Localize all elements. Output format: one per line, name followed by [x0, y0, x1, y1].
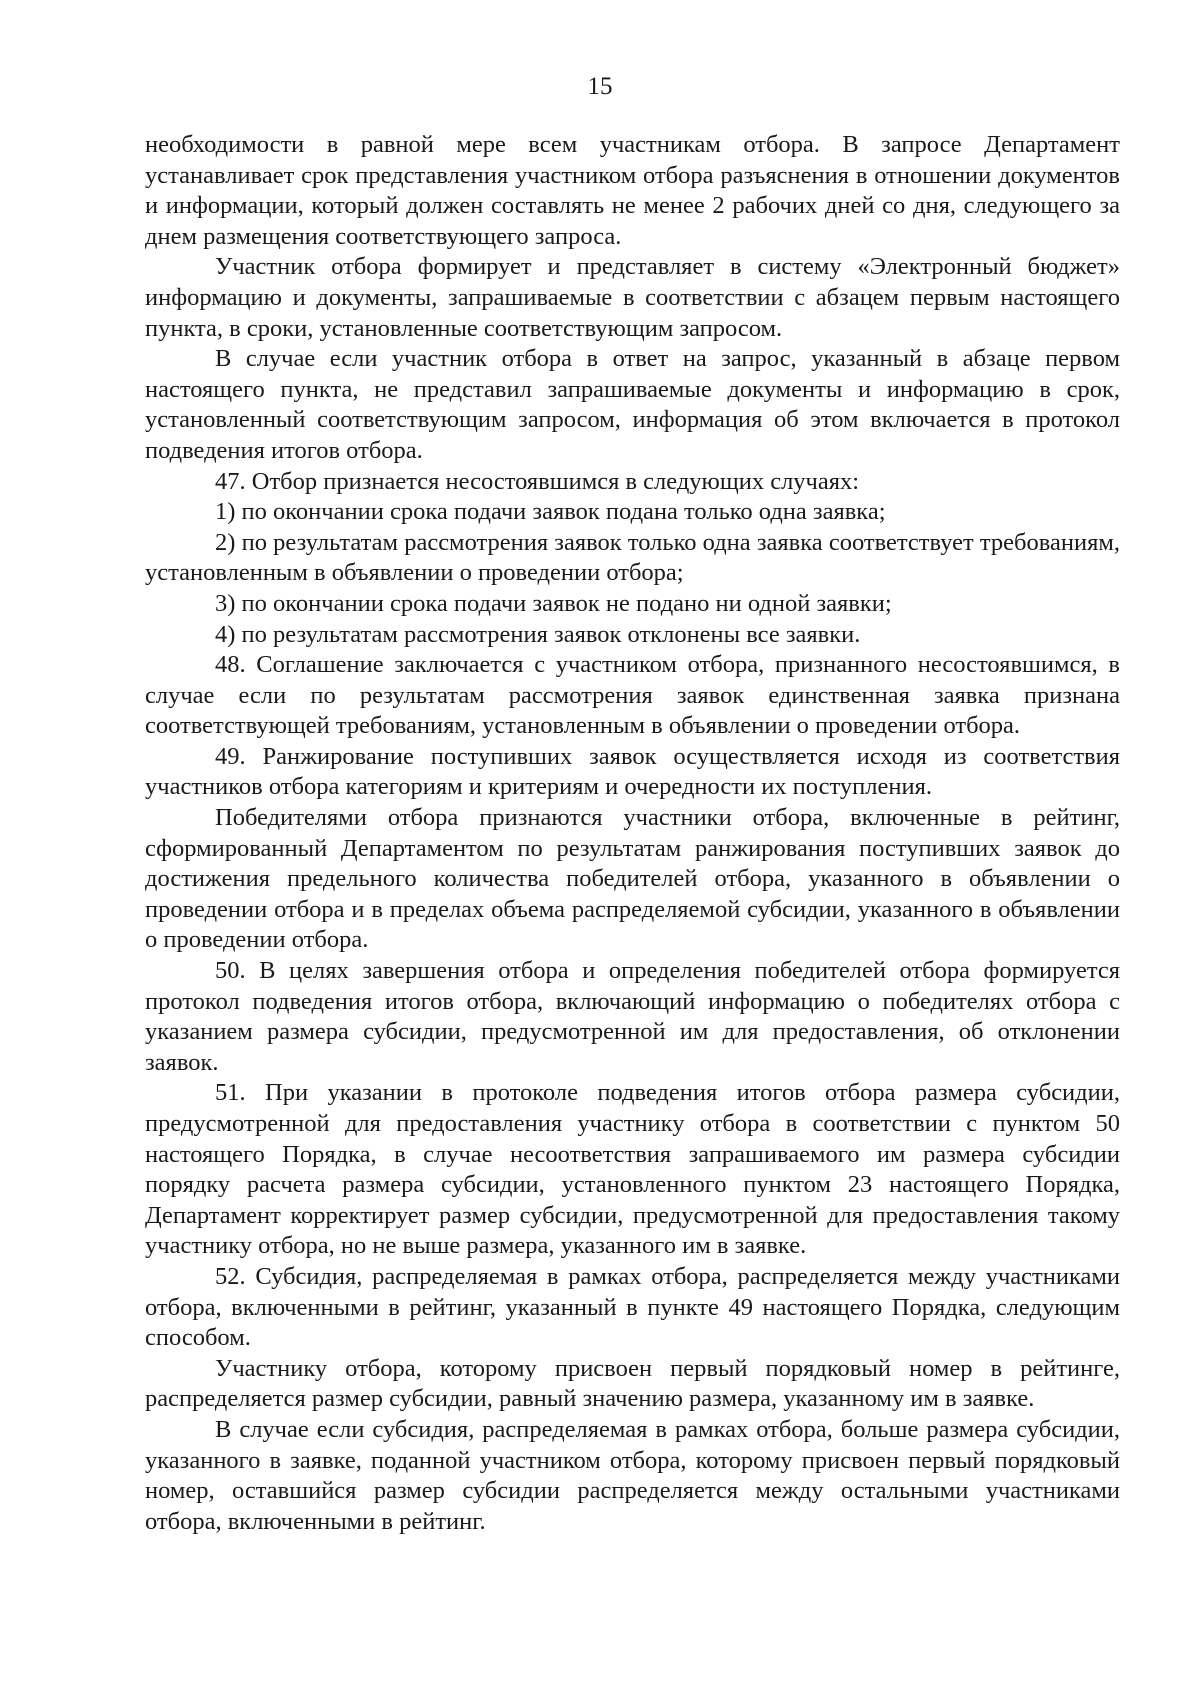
- paragraph: Победителями отбора признаются участники отбора, включенные в рейтинг, сформированный Департаментом по результатам ранжирования поступивших заявок до достижения предельного количества победителей отбора, указанного в объявлении о проведении отбора и в пределах объема распределяемой субсидии, указанного в объявлении о проведении отбора.: [145, 804, 1120, 954]
- document-body: [145, 130, 1120, 1537]
- page-number: 15: [587, 73, 613, 100]
- paragraph: В случае если участник отбора в ответ на запрос, указанный в абзаце первом настоящего пункта, не представил запрашиваемые документы и информацию в срок, установленный соответствующим запросом, информация об этом включается в протокол подведения итогов отбора.: [145, 345, 1120, 464]
- paragraph: Участнику отбора, которому присвоен первый порядковый номер в рейтинге, распределяется размер субсидии, равный значению размера, указанному им в заявке.: [145, 1354, 1120, 1413]
- clause-52: 52. Субсидия, распределяемая в рамках отбора, распределяется между участниками отбора, включенными в рейтинг, указанный в пункте 49 настоящего Порядка, следующим способом.: [145, 1262, 1120, 1352]
- clause-50: 50. В целях завершения отбора и определения победителей отбора формируется протокол подведения итогов отбора, включающий информацию о победителях отбора с указанием размера субсидии, предусмотренной им для предоставления, об отклонении заявок.: [145, 957, 1120, 1076]
- paragraph-continuation: необходимости в равной мере всем участникам отбора. В запросе Департамент устанавливает срок представления участником отбора разъяснения в отношении документов и информации, который должен составлять не менее 2 рабочих дней со дня, следующего за днем размещения соответствующего запроса.: [145, 131, 1120, 250]
- list-item: 2) по результатам рассмотрения заявок только одна заявка соответствует требованиям, установленным в объявлении о проведении отбора;: [145, 528, 1120, 587]
- paragraph: Участник отбора формирует и представляет в систему «Электронный бюджет» информацию и документы, запрашиваемые в соответствии с абзацем первым настоящего пункта, в сроки, установленные соответствующим запросом.: [145, 253, 1120, 342]
- paragraph: В случае если субсидия, распределяемая в рамках отбора, больше размера субсидии, указанного в заявке, поданной участником отбора, которому присвоен первый порядковый номер, оставшийся размер субсидии распределяется между остальными участниками отбора, включенными в рейтинг.: [145, 1415, 1120, 1535]
- clause-48: 48. Соглашение заключается с участником отбора, признанного несостоявшимся, в случае если по результатам рассмотрения заявок единственная заявка признана соответствующей требованиям, установленным в объявлении о проведении отбора.: [145, 651, 1120, 740]
- clause-47: 47. Отбор признается несостоявшимся в следующих случаях:: [215, 467, 860, 495]
- list-item: 4) по результатам рассмотрения заявок отклонены все заявки.: [215, 620, 861, 648]
- clause-49: 49. Ранжирование поступивших заявок осуществляется исходя из соответствия участников отбора категориям и критериям и очередности их поступления.: [145, 742, 1120, 801]
- list-item: 1) по окончании срока подачи заявок подана только одна заявка;: [215, 498, 886, 526]
- list-item: 3) по окончании срока подачи заявок не подано ни одной заявки;: [215, 589, 892, 617]
- clause-51: 51. При указании в протоколе подведения итогов отбора размера субсидии, предусмотренной для предоставления участнику отбора в соответствии с пунктом 50 настоящего Порядка, в случае несоответствия запрашиваемого им размера субсидии порядку расчета размера субсидии, установленного пунктом 23 настоящего Порядка, Департамент корректирует размер субсидии, предусмотренной для предоставления такому участнику отбора, но не выше размера, указанного им в заявке.: [145, 1079, 1120, 1260]
